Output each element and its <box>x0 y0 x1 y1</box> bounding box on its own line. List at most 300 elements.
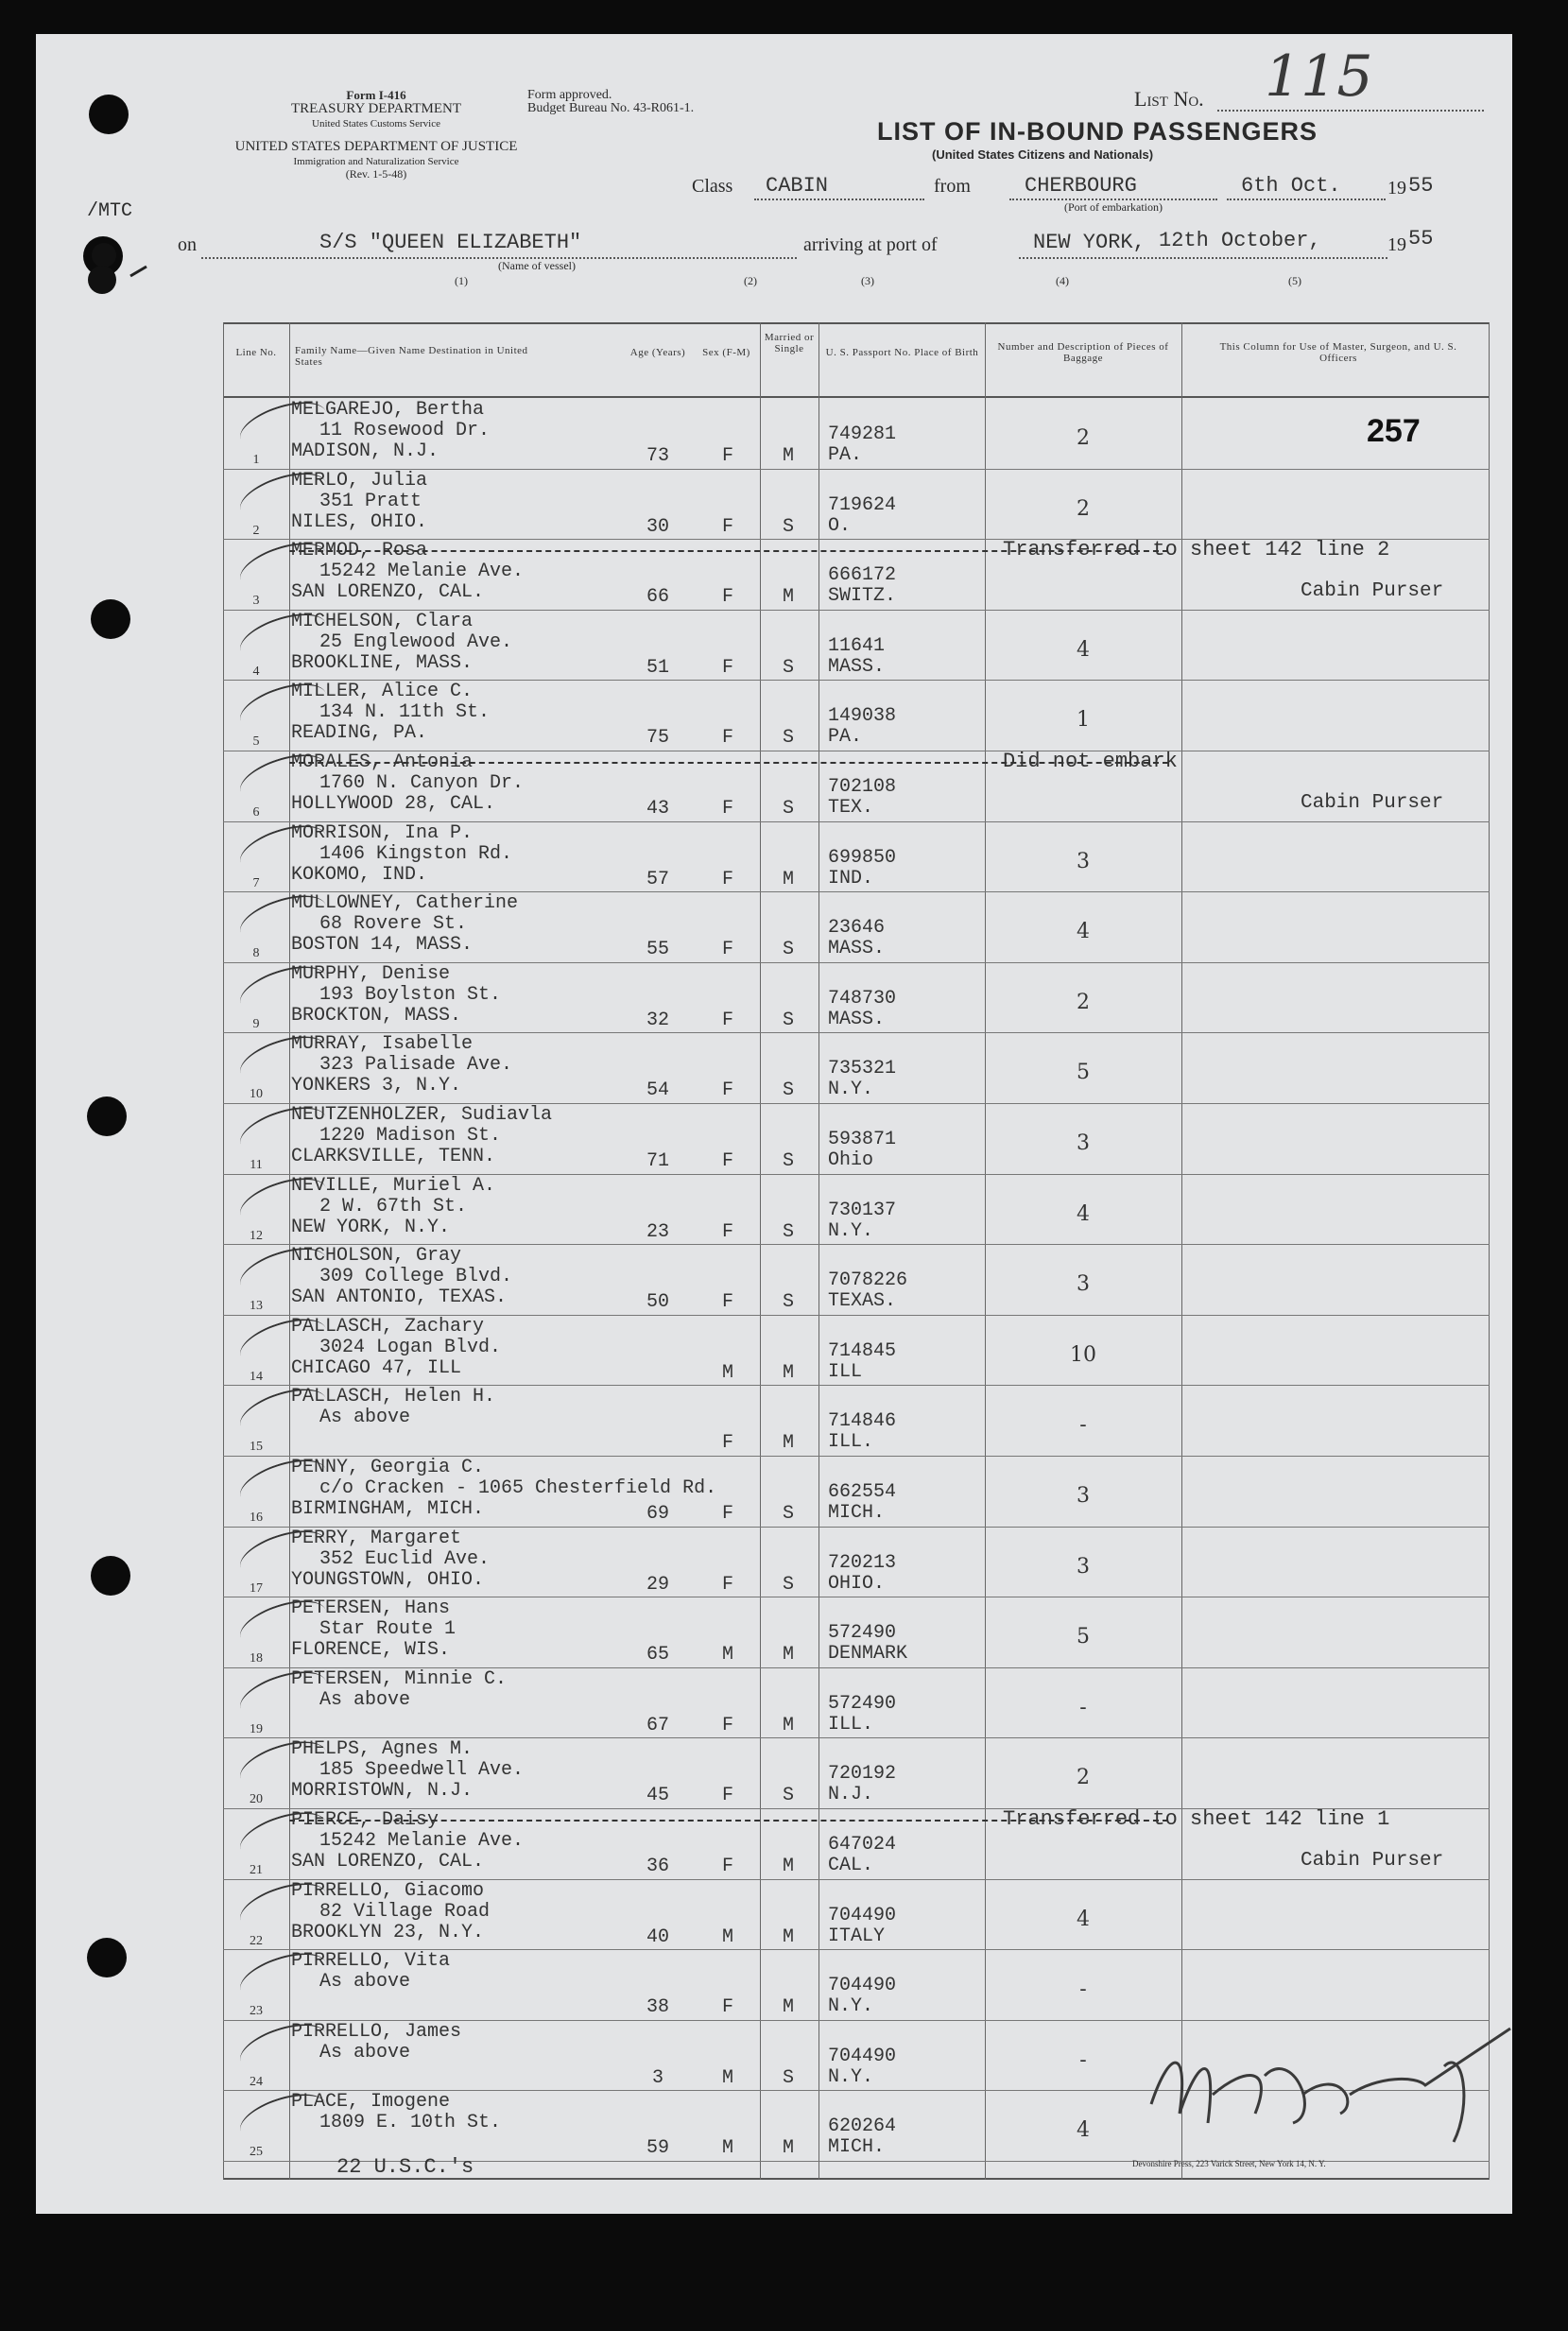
passenger-name: MERMOD, Rosa <box>291 540 428 562</box>
passenger-marital: S <box>782 1503 794 1525</box>
passenger-marital: M <box>782 586 794 609</box>
passenger-marital: M <box>782 1856 794 1877</box>
form-approved: Form approved. <box>527 88 612 102</box>
passenger-age: 30 <box>646 515 669 538</box>
passenger-sex: F <box>721 1291 733 1314</box>
passenger-sex: M <box>721 1644 733 1666</box>
remark: Transferred to sheet 142 line 1 <box>1003 1807 1390 1831</box>
place-of-birth: Ohio <box>828 1149 874 1171</box>
passenger-city: BROOKLYN 23, N.Y. <box>291 1921 485 1943</box>
line-number: 23 <box>250 2004 263 2019</box>
passport-cell <box>828 989 896 1030</box>
remark: Transferred to sheet 142 line 2 <box>1003 538 1390 562</box>
year-2: 55 <box>1408 227 1434 250</box>
passenger-address: 82 Village Road <box>319 1900 491 1923</box>
passport-cell <box>828 706 896 748</box>
passport-number: 704490 <box>828 2045 897 2067</box>
passport-cell <box>828 1623 907 1665</box>
table-row <box>223 1737 1490 1809</box>
line-number: 8 <box>252 946 260 961</box>
passport-cell <box>828 495 896 537</box>
passenger-name: NICHOLSON, Gray <box>291 1245 462 1268</box>
passenger-name: PIRRELLO, Vita <box>291 1950 451 1973</box>
passenger-name: MICHELSON, Clara <box>291 610 474 632</box>
passport-number: 11641 <box>828 634 886 657</box>
table-row <box>223 539 1490 611</box>
year-prefix-2: 19 <box>1387 234 1406 255</box>
table-row <box>223 1527 1490 1598</box>
binder-hole <box>87 1096 127 1136</box>
passenger-age: 32 <box>646 1009 669 1031</box>
side-mark-figure <box>76 233 161 318</box>
passenger-marital: S <box>782 2066 794 2089</box>
passport-cell <box>828 565 896 607</box>
arrival-port: NEW YORK, <box>1033 231 1146 254</box>
passenger-age: 51 <box>646 656 669 679</box>
vessel-note: (Name of vessel) <box>498 259 576 272</box>
from-label: from <box>934 176 971 197</box>
passenger-name: PHELPS, Agnes M. <box>291 1738 474 1761</box>
col-num: (2) <box>744 274 757 287</box>
footer-count: 22 U.S.C.'s <box>336 2155 474 2179</box>
passenger-marital: S <box>782 727 794 750</box>
table-row <box>223 1597 1490 1668</box>
place-of-birth: ILL. <box>828 1713 874 1735</box>
passenger-age: 43 <box>646 798 669 820</box>
passport-number: 572490 <box>828 1692 897 1715</box>
line-number: 17 <box>250 1580 263 1596</box>
class-label: Class <box>692 176 733 197</box>
table-row <box>223 1667 1490 1739</box>
baggage-count: 4 <box>1077 1907 1090 1931</box>
class-value: CABIN <box>766 174 829 198</box>
place-of-birth: ILL. <box>828 1431 874 1454</box>
baggage-count: - <box>1079 2047 1087 2072</box>
passenger-marital: S <box>782 1079 794 1102</box>
passenger-marital: S <box>782 798 794 820</box>
place-of-birth: PA. <box>828 444 863 466</box>
place-of-birth: TEX. <box>828 797 874 819</box>
passport-number: 647024 <box>828 1834 897 1856</box>
passenger-age: 66 <box>646 586 669 609</box>
line-number: 24 <box>250 2074 263 2089</box>
passenger-sex: F <box>721 1996 733 2019</box>
place-of-birth: N.Y. <box>828 1219 874 1242</box>
passenger-name: PALLASCH, Zachary <box>291 1315 485 1338</box>
passport-cell <box>828 636 885 678</box>
binder-hole <box>91 1556 130 1596</box>
manifest-sheet <box>36 34 1512 2214</box>
passenger-address: 25 Englewood Ave. <box>319 630 513 653</box>
list-no-label: List No. <box>1134 87 1204 111</box>
col-header-age: Age (Years) <box>629 347 686 358</box>
baggage-count: 2 <box>1077 990 1090 1014</box>
passenger-sex: F <box>721 1573 733 1596</box>
strike-line <box>289 762 1168 764</box>
passport-cell <box>828 848 896 889</box>
passenger-name: NEUTZENHOLZER, Sudiavla <box>291 1104 553 1126</box>
passenger-age: 36 <box>646 1856 669 1877</box>
baggage-count: 3 <box>1077 1272 1090 1297</box>
passenger-age: 73 <box>646 445 669 467</box>
passenger-marital: S <box>782 1150 794 1172</box>
passenger-address: 1809 E. 10th St. <box>319 2112 502 2134</box>
passenger-address: 193 Boylston St. <box>319 983 502 1006</box>
passenger-marital: M <box>782 1361 794 1384</box>
treasury-dept: TREASURY DEPARTMENT <box>290 101 462 116</box>
binder-hole <box>89 95 129 134</box>
line-number: 21 <box>250 1863 263 1877</box>
passenger-city: SAN LORENZO, CAL. <box>291 581 485 604</box>
passport-number: 704490 <box>828 1904 897 1926</box>
baggage-count: 2 <box>1077 1766 1090 1790</box>
passenger-name: PIRRELLO, Giacomo <box>291 1879 485 1902</box>
passenger-sex: F <box>721 1079 733 1102</box>
passenger-address: As above <box>319 1971 411 1994</box>
passenger-age: 23 <box>646 1220 669 1243</box>
passenger-address: 309 College Blvd. <box>319 1266 513 1288</box>
place-of-birth: IND. <box>828 867 874 889</box>
col-header-baggage: Number and Description of Pieces of Baggage <box>997 341 1169 364</box>
table-row <box>223 1385 1490 1457</box>
passenger-age: 40 <box>646 1925 669 1948</box>
passenger-marital: S <box>782 1573 794 1596</box>
passenger-age: 65 <box>646 1644 669 1666</box>
passenger-sex: F <box>721 1220 733 1243</box>
col-header-officers: This Column for Use of Master, Surgeon, and U. S. Officers <box>1219 341 1457 364</box>
passport-cell <box>828 1553 896 1595</box>
remark-signer: Cabin Purser <box>1301 580 1444 603</box>
passenger-age: 57 <box>646 868 669 890</box>
passenger-name: PALLASCH, Helen H. <box>291 1386 496 1408</box>
passport-number: 7078226 <box>828 1269 908 1292</box>
passport-number: 714845 <box>828 1339 897 1362</box>
passenger-city: MADISON, N.J. <box>291 440 439 462</box>
line-number: 25 <box>250 2145 263 2160</box>
line-number: 13 <box>250 1299 263 1314</box>
passenger-address: 2 W. 67th St. <box>319 1195 468 1217</box>
passenger-address: 68 Rovere St. <box>319 913 468 936</box>
passport-cell <box>828 918 885 959</box>
passenger-address: 1760 N. Canyon Dr. <box>319 772 525 794</box>
passenger-sex: M <box>721 2137 733 2160</box>
binder-hole <box>91 599 130 639</box>
passenger-address: 15242 Melanie Ave. <box>319 561 525 583</box>
strike-line <box>289 1820 1168 1822</box>
passport-cell <box>828 2116 896 2158</box>
line-number: 14 <box>250 1369 263 1384</box>
budget-bureau: Budget Bureau No. 43-R061-1. <box>527 101 695 115</box>
place-of-birth: N.Y. <box>828 1079 874 1101</box>
passenger-name: PLACE, Imogene <box>291 2091 451 2114</box>
justice-dept: UNITED STATES DEPARTMENT OF JUSTICE <box>234 139 518 154</box>
baggage-count: 4 <box>1077 1201 1090 1226</box>
passport-cell <box>828 1764 896 1805</box>
baggage-count: 3 <box>1077 1131 1090 1155</box>
passenger-sex: F <box>721 445 733 467</box>
passenger-address: 134 N. 11th St. <box>319 701 491 724</box>
passenger-name: MULLOWNEY, Catherine <box>291 892 519 915</box>
passport-number: 704490 <box>828 1975 897 1997</box>
place-of-birth: PA. <box>828 726 863 749</box>
baggage-count: 4 <box>1077 637 1090 662</box>
remark-signer: Cabin Purser <box>1301 792 1444 814</box>
ins-service: Immigration and Naturalization Service <box>293 156 459 167</box>
passenger-address: c/o Cracken - 1065 Chesterfield Rd. <box>319 1477 717 1499</box>
passenger-address: As above <box>319 2041 411 2063</box>
place-of-birth: OHIO. <box>828 1572 886 1595</box>
passenger-sex: M <box>721 2066 733 2089</box>
col-header-married: Married or Single <box>764 332 815 354</box>
line-number: 3 <box>252 594 260 609</box>
passenger-city: YONKERS 3, N.Y. <box>291 1075 462 1097</box>
table-row <box>223 469 1490 541</box>
place-of-birth: O. <box>828 514 852 537</box>
passenger-name: PIERCE, Daisy <box>291 1809 439 1831</box>
baggage-count: 4 <box>1077 2118 1090 2143</box>
passenger-sex: F <box>721 727 733 750</box>
passenger-name: PETERSEN, Minnie C. <box>291 1667 508 1690</box>
passport-cell <box>828 1482 896 1524</box>
baggage-count: 3 <box>1077 849 1090 873</box>
place-of-birth: ITALY <box>828 1925 886 1947</box>
passenger-name: MORALES, Antonia <box>291 751 474 773</box>
baggage-count: - <box>1079 1413 1087 1438</box>
place-of-birth: MICH. <box>828 1502 886 1524</box>
table-row <box>223 1808 1490 1880</box>
passport-cell <box>828 1059 896 1100</box>
passport-number: 748730 <box>828 987 897 1010</box>
col-header-passport: U. S. Passport No. Place of Birth <box>825 347 979 358</box>
col-num: (5) <box>1288 274 1301 287</box>
passenger-marital: M <box>782 2137 794 2160</box>
passenger-name: PIRRELLO, James <box>291 2020 462 2043</box>
place-of-birth: N.J. <box>828 1784 874 1806</box>
list-number: 115 <box>1265 43 1373 110</box>
place-of-birth: ILL <box>828 1360 863 1383</box>
passenger-address: As above <box>319 1407 411 1429</box>
line-number: 6 <box>252 805 260 820</box>
line-number: 16 <box>250 1511 263 1525</box>
passenger-sex: F <box>721 939 733 961</box>
baggage-count: 1 <box>1077 708 1090 733</box>
table-row <box>223 680 1490 751</box>
passenger-marital: S <box>782 1009 794 1031</box>
col-num: (4) <box>1056 274 1069 287</box>
passenger-sex: F <box>721 1714 733 1736</box>
passenger-marital: M <box>782 868 794 890</box>
passport-cell <box>828 1270 907 1312</box>
revision: (Rev. 1-5-48) <box>345 167 407 181</box>
passport-cell <box>828 1906 896 1947</box>
passenger-sex: F <box>721 656 733 679</box>
passenger-city: SAN LORENZO, CAL. <box>291 1851 485 1873</box>
baggage-count: 4 <box>1077 920 1090 944</box>
passenger-sex: F <box>721 1503 733 1525</box>
page-title: LIST OF IN-BOUND PASSENGERS <box>877 117 1318 146</box>
remark-signer: Cabin Purser <box>1301 1850 1444 1872</box>
passenger-city: BOSTON 14, MASS. <box>291 934 474 957</box>
passenger-address: 352 Euclid Ave. <box>319 1547 491 1570</box>
baggage-count: 5 <box>1077 1061 1090 1085</box>
passenger-marital: M <box>782 445 794 467</box>
passport-number: 666172 <box>828 564 897 587</box>
passport-cell <box>828 1200 896 1242</box>
passport-number: 699850 <box>828 846 897 869</box>
baggage-count: 2 <box>1077 496 1090 521</box>
table-row <box>223 962 1490 1034</box>
passport-number: 593871 <box>828 1129 897 1150</box>
passenger-age: 71 <box>646 1150 669 1172</box>
passenger-sex: F <box>721 1785 733 1807</box>
passport-cell <box>828 1341 896 1383</box>
printer-imprint: Devonshire Press, 223 Varick Street, New York 14, N. Y. <box>1132 2159 1326 2168</box>
table-row <box>223 821 1490 893</box>
passenger-marital: S <box>782 1291 794 1314</box>
table-row <box>223 1174 1490 1246</box>
passenger-sex: F <box>721 1009 733 1031</box>
year-prefix-1: 19 <box>1387 178 1406 199</box>
baggage-count: 10 <box>1070 1342 1096 1367</box>
port-embark-note: (Port of embarkation) <box>1064 200 1163 214</box>
vessel-name: S/S "QUEEN ELIZABETH" <box>319 231 582 254</box>
line-number: 4 <box>252 664 260 679</box>
passenger-age: 3 <box>651 2066 663 2089</box>
year-1: 55 <box>1408 174 1434 198</box>
passenger-marital: S <box>782 1785 794 1807</box>
col-header-name: Family Name—Given Name Destination in United States <box>295 345 528 368</box>
side-mark: /MTC <box>87 200 133 222</box>
passenger-address: 351 Pratt <box>319 490 422 512</box>
line-number: 5 <box>252 734 260 750</box>
strike-line <box>289 550 1168 552</box>
passenger-marital: M <box>782 1644 794 1666</box>
passenger-address: 3024 Logan Blvd. <box>319 1336 502 1358</box>
passenger-age: 54 <box>646 1079 669 1102</box>
customs-service: United States Customs Service <box>312 118 440 130</box>
passenger-sex: F <box>721 1150 733 1172</box>
passenger-sex: F <box>721 1432 733 1455</box>
line-number: 20 <box>250 1792 263 1807</box>
baggage-count: - <box>1079 1695 1087 1719</box>
passport-number: 735321 <box>828 1058 897 1080</box>
passport-number: 749281 <box>828 423 897 445</box>
baggage-count: 3 <box>1077 1554 1090 1579</box>
col-num: (1) <box>455 274 468 287</box>
passport-number: 149038 <box>828 705 897 728</box>
line-number: 22 <box>250 1933 263 1948</box>
baggage-count: 5 <box>1077 1625 1090 1649</box>
place-of-birth: MASS. <box>828 938 886 960</box>
passenger-age: 38 <box>646 1996 669 2019</box>
place-of-birth: MASS. <box>828 655 886 678</box>
passport-number: 23646 <box>828 917 886 940</box>
line-number: 2 <box>252 523 260 538</box>
table-row <box>223 891 1490 963</box>
line-number: 15 <box>250 1440 263 1455</box>
passenger-name: MURPHY, Denise <box>291 962 451 985</box>
col-header-line: Line No. <box>235 347 277 358</box>
table-row <box>223 1315 1490 1387</box>
line-number: 9 <box>252 1016 260 1031</box>
passenger-age: 29 <box>646 1573 669 1596</box>
place-of-birth: DENMARK <box>828 1643 908 1666</box>
passenger-city: READING, PA. <box>291 722 428 745</box>
passenger-name: MILLER, Alice C. <box>291 681 474 703</box>
passenger-city: BROCKTON, MASS. <box>291 1004 462 1027</box>
col-num: (3) <box>861 274 874 287</box>
passenger-name: PETERSEN, Hans <box>291 1597 451 1620</box>
passport-cell <box>828 1835 896 1876</box>
baggage-count: 3 <box>1077 1484 1090 1508</box>
passport-cell <box>828 1976 896 2017</box>
passport-cell <box>828 1130 896 1171</box>
table-row <box>223 1032 1490 1104</box>
passenger-marital: M <box>782 1925 794 1948</box>
col-header-sex: Sex (F-M) <box>702 347 750 358</box>
passenger-marital: S <box>782 939 794 961</box>
passenger-city: NEW YORK, N.Y. <box>291 1216 451 1238</box>
passport-number: 719624 <box>828 493 897 516</box>
table-row <box>223 398 1490 470</box>
passenger-city: FLORENCE, WIS. <box>291 1639 451 1662</box>
passenger-name: MELGAREJO, Bertha <box>291 399 485 421</box>
place-of-birth: N.Y. <box>828 2065 874 2088</box>
passport-cell <box>828 2046 896 2088</box>
binder-hole <box>87 1938 127 1977</box>
passport-number: 720192 <box>828 1763 897 1786</box>
passenger-sex: M <box>721 1925 733 1948</box>
passenger-age: 59 <box>646 2137 669 2160</box>
passenger-address: As above <box>319 1688 411 1711</box>
baggage-count: - <box>1079 1977 1087 2002</box>
passport-number: 620264 <box>828 2115 897 2138</box>
passenger-city: SAN ANTONIO, TEXAS. <box>291 1286 508 1309</box>
passenger-city: NILES, OHIO. <box>291 510 428 533</box>
on-label: on <box>178 234 197 255</box>
port-of-embarkation: CHERBOURG <box>1025 174 1137 198</box>
line-number: 19 <box>250 1721 263 1736</box>
place-of-birth: MICH. <box>828 2136 886 2159</box>
passenger-name: MORRISON, Ina P. <box>291 821 474 844</box>
table-row <box>223 1456 1490 1528</box>
passport-cell <box>828 1411 896 1453</box>
arrival-date: 12th October, <box>1159 229 1321 252</box>
place-of-birth: CAL. <box>828 1855 874 1876</box>
passenger-name: MERLO, Julia <box>291 469 428 492</box>
passenger-city: KOKOMO, IND. <box>291 863 428 886</box>
passenger-sex: M <box>721 1361 733 1384</box>
passenger-address: Star Route 1 <box>319 1618 457 1641</box>
table-row <box>223 1244 1490 1316</box>
passenger-city: YOUNGSTOWN, OHIO. <box>291 1568 485 1591</box>
passenger-age: 75 <box>646 727 669 750</box>
passenger-address: 185 Speedwell Ave. <box>319 1759 525 1782</box>
passenger-city: CLARKSVILLE, TENN. <box>291 1146 496 1167</box>
passenger-marital: S <box>782 515 794 538</box>
passenger-city: MORRISTOWN, N.J. <box>291 1780 474 1803</box>
place-of-birth: MASS. <box>828 1008 886 1030</box>
passenger-sex: F <box>721 798 733 820</box>
passenger-name: PERRY, Margaret <box>291 1527 462 1549</box>
form-number: Form I-416 <box>346 88 406 102</box>
table-row <box>223 610 1490 682</box>
passenger-sex: F <box>721 586 733 609</box>
line-number: 7 <box>252 875 260 890</box>
passenger-city: HOLLYWOOD 28, CAL. <box>291 793 496 815</box>
passport-cell <box>828 777 896 819</box>
place-of-birth: TEXAS. <box>828 1290 897 1313</box>
